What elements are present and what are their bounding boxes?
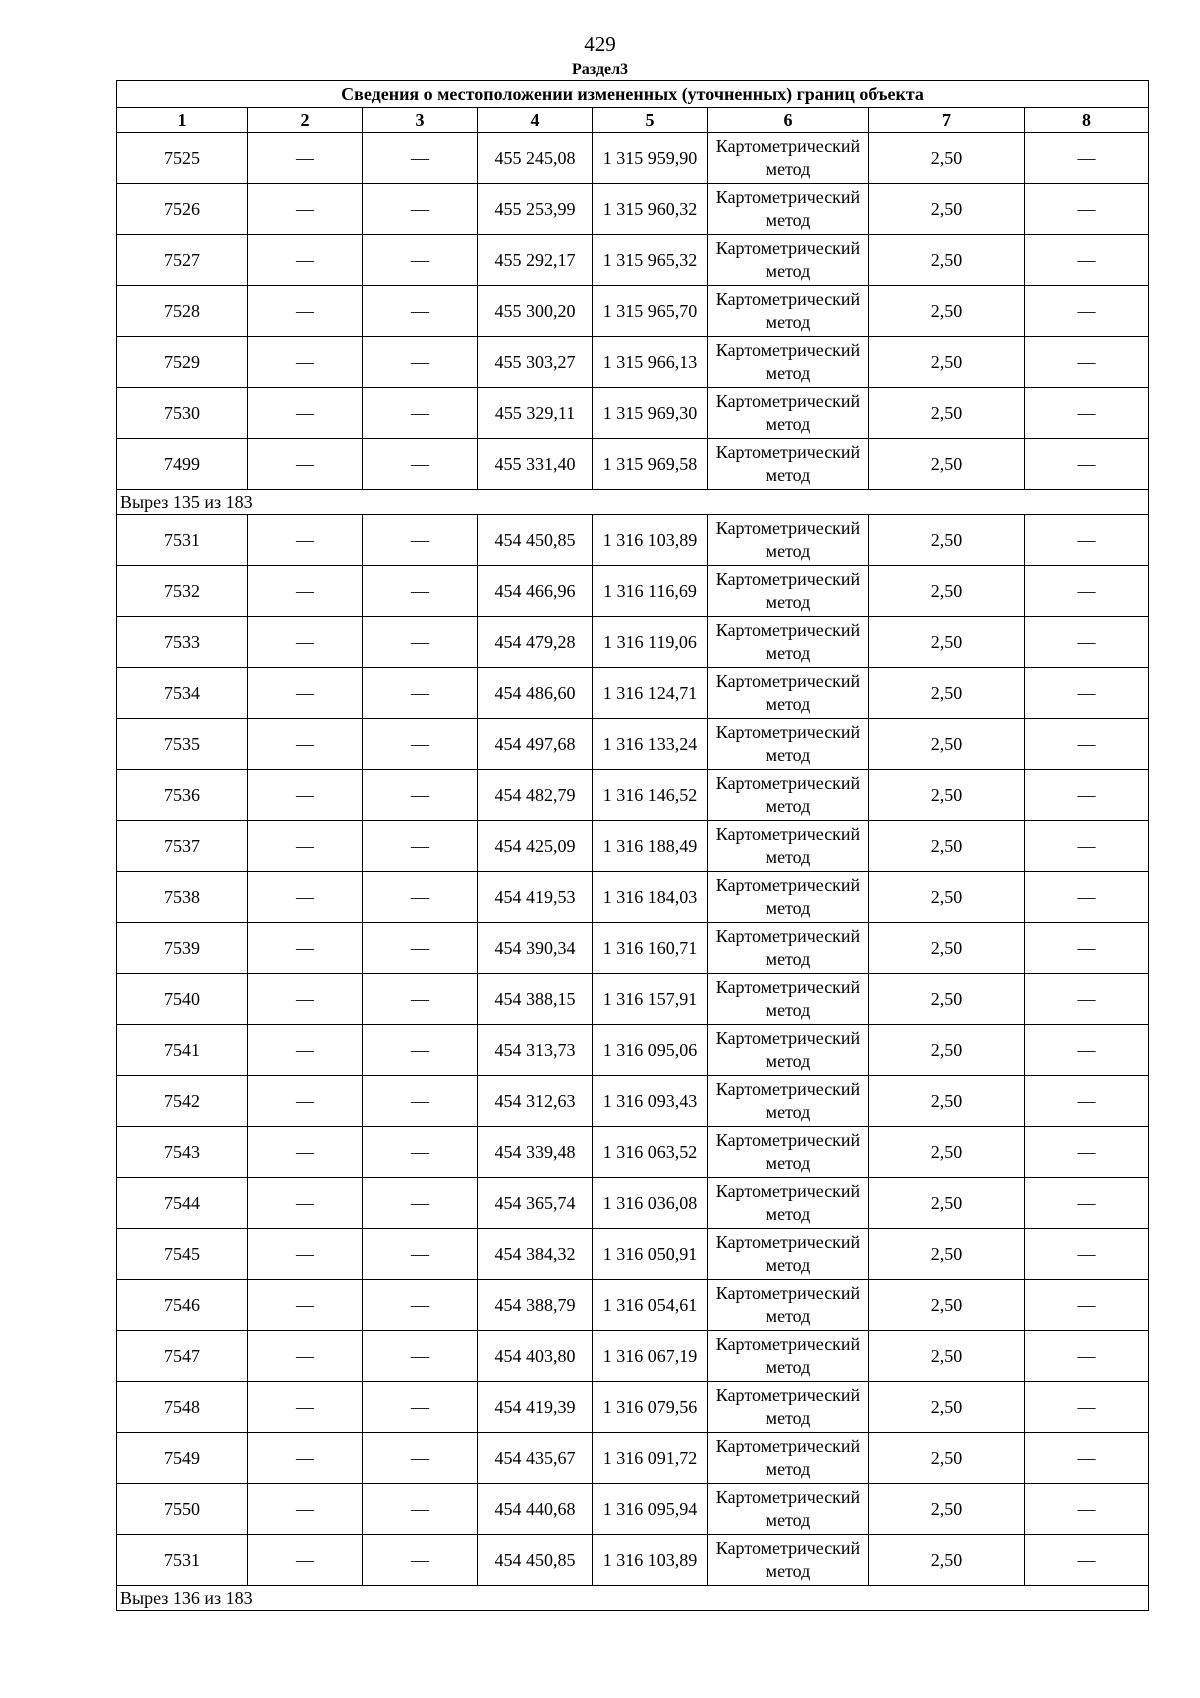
point-number-cell: 7541 xyxy=(117,1025,248,1076)
col8-cell: — xyxy=(1025,1280,1149,1331)
accuracy-cell: 2,50 xyxy=(869,617,1025,668)
col8-cell: — xyxy=(1025,439,1149,490)
point-number-cell: 7546 xyxy=(117,1280,248,1331)
accuracy-cell: 2,50 xyxy=(869,1382,1025,1433)
cut-separator-row xyxy=(117,490,1149,515)
method-cell: Картометрический метод xyxy=(708,1025,869,1076)
col8-cell: — xyxy=(1025,388,1149,439)
accuracy-cell: 2,50 xyxy=(869,1280,1025,1331)
col8-cell: — xyxy=(1025,515,1149,566)
col8-cell: — xyxy=(1025,1382,1149,1433)
col8-cell: — xyxy=(1025,566,1149,617)
col3-cell: — xyxy=(363,566,478,617)
x-coordinate-cell: 455 329,11 xyxy=(478,388,593,439)
point-number-cell: 7550 xyxy=(117,1484,248,1535)
col2-cell: — xyxy=(248,1178,363,1229)
accuracy-cell: 2,50 xyxy=(869,1127,1025,1178)
accuracy-cell: 2,50 xyxy=(869,719,1025,770)
point-number-cell: 7527 xyxy=(117,235,248,286)
point-number-cell: 7547 xyxy=(117,1331,248,1382)
col2-cell: — xyxy=(248,566,363,617)
table-row xyxy=(117,1535,1149,1586)
col3-cell: — xyxy=(363,617,478,668)
table-caption: Сведения о местоположении измененных (уточненных) границ объекта xyxy=(117,81,1149,108)
point-number-cell: 7531 xyxy=(117,515,248,566)
method-cell: Картометрический метод xyxy=(708,821,869,872)
accuracy-cell: 2,50 xyxy=(869,515,1025,566)
col3-cell: — xyxy=(363,1484,478,1535)
method-cell: Картометрический метод xyxy=(708,770,869,821)
y-coordinate-cell: 1 316 124,71 xyxy=(593,668,708,719)
col3-cell: — xyxy=(363,719,478,770)
table-row xyxy=(117,286,1149,337)
col3-cell: — xyxy=(363,1331,478,1382)
point-number-cell: 7536 xyxy=(117,770,248,821)
y-coordinate-cell: 1 316 050,91 xyxy=(593,1229,708,1280)
method-cell: Картометрический метод xyxy=(708,515,869,566)
x-coordinate-cell: 454 497,68 xyxy=(478,719,593,770)
col8-cell: — xyxy=(1025,668,1149,719)
x-coordinate-cell: 454 388,79 xyxy=(478,1280,593,1331)
y-coordinate-cell: 1 316 079,56 xyxy=(593,1382,708,1433)
y-coordinate-cell: 1 316 103,89 xyxy=(593,1535,708,1586)
col8-cell: — xyxy=(1025,923,1149,974)
method-cell: Картометрический метод xyxy=(708,133,869,184)
x-coordinate-cell: 454 440,68 xyxy=(478,1484,593,1535)
col3-cell: — xyxy=(363,1025,478,1076)
point-number-cell: 7539 xyxy=(117,923,248,974)
method-cell: Картометрический метод xyxy=(708,1127,869,1178)
point-number-cell: 7538 xyxy=(117,872,248,923)
point-number-cell: 7531 xyxy=(117,1535,248,1586)
x-coordinate-cell: 455 300,20 xyxy=(478,286,593,337)
point-number-cell: 7548 xyxy=(117,1382,248,1433)
col2-cell: — xyxy=(248,439,363,490)
col2-cell: — xyxy=(248,923,363,974)
x-coordinate-cell: 454 339,48 xyxy=(478,1127,593,1178)
method-cell: Картометрический метод xyxy=(708,566,869,617)
col8-cell: — xyxy=(1025,1331,1149,1382)
accuracy-cell: 2,50 xyxy=(869,770,1025,821)
col3-cell: — xyxy=(363,923,478,974)
y-coordinate-cell: 1 315 966,13 xyxy=(593,337,708,388)
x-coordinate-cell: 455 303,27 xyxy=(478,337,593,388)
table-row xyxy=(117,1382,1149,1433)
method-cell: Картометрический метод xyxy=(708,1331,869,1382)
col2-cell: — xyxy=(248,1433,363,1484)
col2-cell: — xyxy=(248,337,363,388)
y-coordinate-cell: 1 316 184,03 xyxy=(593,872,708,923)
column-header: 7 xyxy=(869,108,1025,133)
table-body xyxy=(117,81,1149,1611)
table-row xyxy=(117,821,1149,872)
col8-cell: — xyxy=(1025,872,1149,923)
table-row xyxy=(117,515,1149,566)
col3-cell: — xyxy=(363,337,478,388)
table-row xyxy=(117,872,1149,923)
col3-cell: — xyxy=(363,872,478,923)
accuracy-cell: 2,50 xyxy=(869,1229,1025,1280)
y-coordinate-cell: 1 316 146,52 xyxy=(593,770,708,821)
page-number: 429 xyxy=(584,32,616,56)
point-number-cell: 7545 xyxy=(117,1229,248,1280)
col8-cell: — xyxy=(1025,286,1149,337)
accuracy-cell: 2,50 xyxy=(869,668,1025,719)
y-coordinate-cell: 1 316 103,89 xyxy=(593,515,708,566)
x-coordinate-cell: 454 313,73 xyxy=(478,1025,593,1076)
col2-cell: — xyxy=(248,1076,363,1127)
accuracy-cell: 2,50 xyxy=(869,1025,1025,1076)
x-coordinate-cell: 454 419,39 xyxy=(478,1382,593,1433)
col3-cell: — xyxy=(363,1076,478,1127)
point-number-cell: 7530 xyxy=(117,388,248,439)
method-cell: Картометрический метод xyxy=(708,1178,869,1229)
y-coordinate-cell: 1 316 091,72 xyxy=(593,1433,708,1484)
x-coordinate-cell: 455 292,17 xyxy=(478,235,593,286)
col2-cell: — xyxy=(248,719,363,770)
cut-separator-row xyxy=(117,1586,1149,1611)
y-coordinate-cell: 1 315 969,58 xyxy=(593,439,708,490)
col2-cell: — xyxy=(248,1535,363,1586)
x-coordinate-cell: 454 403,80 xyxy=(478,1331,593,1382)
point-number-cell: 7540 xyxy=(117,974,248,1025)
method-cell: Картометрический метод xyxy=(708,337,869,388)
x-coordinate-cell: 454 486,60 xyxy=(478,668,593,719)
col2-cell: — xyxy=(248,974,363,1025)
col8-cell: — xyxy=(1025,1484,1149,1535)
x-coordinate-cell: 454 479,28 xyxy=(478,617,593,668)
col8-cell: — xyxy=(1025,719,1149,770)
x-coordinate-cell: 454 450,85 xyxy=(478,515,593,566)
accuracy-cell: 2,50 xyxy=(869,872,1025,923)
accuracy-cell: 2,50 xyxy=(869,235,1025,286)
col2-cell: — xyxy=(248,1280,363,1331)
y-coordinate-cell: 1 315 965,32 xyxy=(593,235,708,286)
col2-cell: — xyxy=(248,235,363,286)
y-coordinate-cell: 1 316 036,08 xyxy=(593,1178,708,1229)
col3-cell: — xyxy=(363,1127,478,1178)
method-cell: Картометрический метод xyxy=(708,1076,869,1127)
col3-cell: — xyxy=(363,133,478,184)
table-row xyxy=(117,1025,1149,1076)
accuracy-cell: 2,50 xyxy=(869,566,1025,617)
method-cell: Картометрический метод xyxy=(708,1484,869,1535)
col2-cell: — xyxy=(248,1127,363,1178)
col8-cell: — xyxy=(1025,974,1149,1025)
col8-cell: — xyxy=(1025,133,1149,184)
col3-cell: — xyxy=(363,974,478,1025)
table-row xyxy=(117,923,1149,974)
point-number-cell: 7549 xyxy=(117,1433,248,1484)
accuracy-cell: 2,50 xyxy=(869,439,1025,490)
x-coordinate-cell: 454 365,74 xyxy=(478,1178,593,1229)
accuracy-cell: 2,50 xyxy=(869,1535,1025,1586)
col3-cell: — xyxy=(363,184,478,235)
table-row xyxy=(117,235,1149,286)
y-coordinate-cell: 1 316 093,43 xyxy=(593,1076,708,1127)
col8-cell: — xyxy=(1025,1127,1149,1178)
accuracy-cell: 2,50 xyxy=(869,388,1025,439)
col8-cell: — xyxy=(1025,617,1149,668)
column-header: 1 xyxy=(117,108,248,133)
col8-cell: — xyxy=(1025,1535,1149,1586)
col2-cell: — xyxy=(248,1331,363,1382)
x-coordinate-cell: 454 482,79 xyxy=(478,770,593,821)
table-row xyxy=(117,566,1149,617)
col3-cell: — xyxy=(363,821,478,872)
column-header-row xyxy=(117,108,1149,133)
point-number-cell: 7533 xyxy=(117,617,248,668)
y-coordinate-cell: 1 316 095,06 xyxy=(593,1025,708,1076)
x-coordinate-cell: 455 331,40 xyxy=(478,439,593,490)
method-cell: Картометрический метод xyxy=(708,668,869,719)
col3-cell: — xyxy=(363,770,478,821)
table-row xyxy=(117,1076,1149,1127)
col2-cell: — xyxy=(248,1484,363,1535)
x-coordinate-cell: 454 390,34 xyxy=(478,923,593,974)
col3-cell: — xyxy=(363,439,478,490)
y-coordinate-cell: 1 316 188,49 xyxy=(593,821,708,872)
point-number-cell: 7525 xyxy=(117,133,248,184)
table-row xyxy=(117,1178,1149,1229)
point-number-cell: 7534 xyxy=(117,668,248,719)
x-coordinate-cell: 454 435,67 xyxy=(478,1433,593,1484)
point-number-cell: 7542 xyxy=(117,1076,248,1127)
col3-cell: — xyxy=(363,668,478,719)
col2-cell: — xyxy=(248,617,363,668)
col2-cell: — xyxy=(248,286,363,337)
method-cell: Картометрический метод xyxy=(708,974,869,1025)
y-coordinate-cell: 1 316 157,91 xyxy=(593,974,708,1025)
col8-cell: — xyxy=(1025,337,1149,388)
y-coordinate-cell: 1 316 054,61 xyxy=(593,1280,708,1331)
table-row xyxy=(117,617,1149,668)
method-cell: Картометрический метод xyxy=(708,439,869,490)
table-row xyxy=(117,1484,1149,1535)
col2-cell: — xyxy=(248,821,363,872)
x-coordinate-cell: 454 419,53 xyxy=(478,872,593,923)
col3-cell: — xyxy=(363,1178,478,1229)
col2-cell: — xyxy=(248,515,363,566)
col3-cell: — xyxy=(363,1433,478,1484)
accuracy-cell: 2,50 xyxy=(869,1433,1025,1484)
column-header: 2 xyxy=(248,108,363,133)
y-coordinate-cell: 1 316 095,94 xyxy=(593,1484,708,1535)
column-header: 3 xyxy=(363,108,478,133)
point-number-cell: 7532 xyxy=(117,566,248,617)
table-row xyxy=(117,719,1149,770)
table-row xyxy=(117,133,1149,184)
col3-cell: — xyxy=(363,286,478,337)
col8-cell: — xyxy=(1025,184,1149,235)
y-coordinate-cell: 1 316 067,19 xyxy=(593,1331,708,1382)
point-number-cell: 7544 xyxy=(117,1178,248,1229)
col3-cell: — xyxy=(363,1535,478,1586)
x-coordinate-cell: 454 466,96 xyxy=(478,566,593,617)
col8-cell: — xyxy=(1025,1229,1149,1280)
x-coordinate-cell: 454 450,85 xyxy=(478,1535,593,1586)
cut-label: Вырез 136 из 183 xyxy=(117,1586,1149,1611)
accuracy-cell: 2,50 xyxy=(869,1331,1025,1382)
col8-cell: — xyxy=(1025,821,1149,872)
column-header: 8 xyxy=(1025,108,1149,133)
table-row xyxy=(117,1229,1149,1280)
x-coordinate-cell: 454 384,32 xyxy=(478,1229,593,1280)
method-cell: Картометрический метод xyxy=(708,388,869,439)
point-number-cell: 7528 xyxy=(117,286,248,337)
accuracy-cell: 2,50 xyxy=(869,1076,1025,1127)
y-coordinate-cell: 1 315 965,70 xyxy=(593,286,708,337)
x-coordinate-cell: 454 312,63 xyxy=(478,1076,593,1127)
col3-cell: — xyxy=(363,515,478,566)
col2-cell: — xyxy=(248,1229,363,1280)
y-coordinate-cell: 1 316 119,06 xyxy=(593,617,708,668)
method-cell: Картометрический метод xyxy=(708,719,869,770)
col3-cell: — xyxy=(363,1229,478,1280)
accuracy-cell: 2,50 xyxy=(869,286,1025,337)
x-coordinate-cell: 454 425,09 xyxy=(478,821,593,872)
column-header: 4 xyxy=(478,108,593,133)
method-cell: Картометрический метод xyxy=(708,617,869,668)
col8-cell: — xyxy=(1025,1025,1149,1076)
col8-cell: — xyxy=(1025,235,1149,286)
table-row xyxy=(117,388,1149,439)
accuracy-cell: 2,50 xyxy=(869,133,1025,184)
col3-cell: — xyxy=(363,388,478,439)
x-coordinate-cell: 455 253,99 xyxy=(478,184,593,235)
col8-cell: — xyxy=(1025,1076,1149,1127)
col2-cell: — xyxy=(248,388,363,439)
table-row xyxy=(117,668,1149,719)
accuracy-cell: 2,50 xyxy=(869,1178,1025,1229)
accuracy-cell: 2,50 xyxy=(869,337,1025,388)
section-title: Раздел3 xyxy=(571,61,629,78)
col8-cell: — xyxy=(1025,770,1149,821)
col3-cell: — xyxy=(363,1280,478,1331)
table-row xyxy=(117,1331,1149,1382)
point-number-cell: 7535 xyxy=(117,719,248,770)
table-row xyxy=(117,1433,1149,1484)
col2-cell: — xyxy=(248,133,363,184)
y-coordinate-cell: 1 316 063,52 xyxy=(593,1127,708,1178)
accuracy-cell: 2,50 xyxy=(869,1484,1025,1535)
y-coordinate-cell: 1 315 960,32 xyxy=(593,184,708,235)
col2-cell: — xyxy=(248,872,363,923)
method-cell: Картометрический метод xyxy=(708,923,869,974)
accuracy-cell: 2,50 xyxy=(869,821,1025,872)
method-cell: Картометрический метод xyxy=(708,1535,869,1586)
col2-cell: — xyxy=(248,770,363,821)
table-row xyxy=(117,974,1149,1025)
boundary-table xyxy=(116,80,1149,1611)
accuracy-cell: 2,50 xyxy=(869,974,1025,1025)
point-number-cell: 7543 xyxy=(117,1127,248,1178)
method-cell: Картометрический метод xyxy=(708,235,869,286)
col2-cell: — xyxy=(248,668,363,719)
col8-cell: — xyxy=(1025,1178,1149,1229)
table-caption-row xyxy=(117,81,1149,108)
point-number-cell: 7526 xyxy=(117,184,248,235)
table-row xyxy=(117,1127,1149,1178)
method-cell: Картометрический метод xyxy=(708,286,869,337)
method-cell: Картометрический метод xyxy=(708,184,869,235)
method-cell: Картометрический метод xyxy=(708,1382,869,1433)
col3-cell: — xyxy=(363,1382,478,1433)
table-row xyxy=(117,1280,1149,1331)
accuracy-cell: 2,50 xyxy=(869,184,1025,235)
table-row xyxy=(117,184,1149,235)
col2-cell: — xyxy=(248,1382,363,1433)
y-coordinate-cell: 1 316 133,24 xyxy=(593,719,708,770)
method-cell: Картометрический метод xyxy=(708,1229,869,1280)
method-cell: Картометрический метод xyxy=(708,1433,869,1484)
cut-label: Вырез 135 из 183 xyxy=(117,490,1149,515)
table-row xyxy=(117,439,1149,490)
point-number-cell: 7529 xyxy=(117,337,248,388)
method-cell: Картометрический метод xyxy=(708,872,869,923)
x-coordinate-cell: 454 388,15 xyxy=(478,974,593,1025)
point-number-cell: 7499 xyxy=(117,439,248,490)
column-header: 5 xyxy=(593,108,708,133)
col3-cell: — xyxy=(363,235,478,286)
point-number-cell: 7537 xyxy=(117,821,248,872)
y-coordinate-cell: 1 315 969,30 xyxy=(593,388,708,439)
y-coordinate-cell: 1 315 959,90 xyxy=(593,133,708,184)
table-row xyxy=(117,337,1149,388)
x-coordinate-cell: 455 245,08 xyxy=(478,133,593,184)
method-cell: Картометрический метод xyxy=(708,1280,869,1331)
col8-cell: — xyxy=(1025,1433,1149,1484)
accuracy-cell: 2,50 xyxy=(869,923,1025,974)
y-coordinate-cell: 1 316 160,71 xyxy=(593,923,708,974)
column-header: 6 xyxy=(708,108,869,133)
col2-cell: — xyxy=(248,184,363,235)
table-row xyxy=(117,770,1149,821)
y-coordinate-cell: 1 316 116,69 xyxy=(593,566,708,617)
col2-cell: — xyxy=(248,1025,363,1076)
